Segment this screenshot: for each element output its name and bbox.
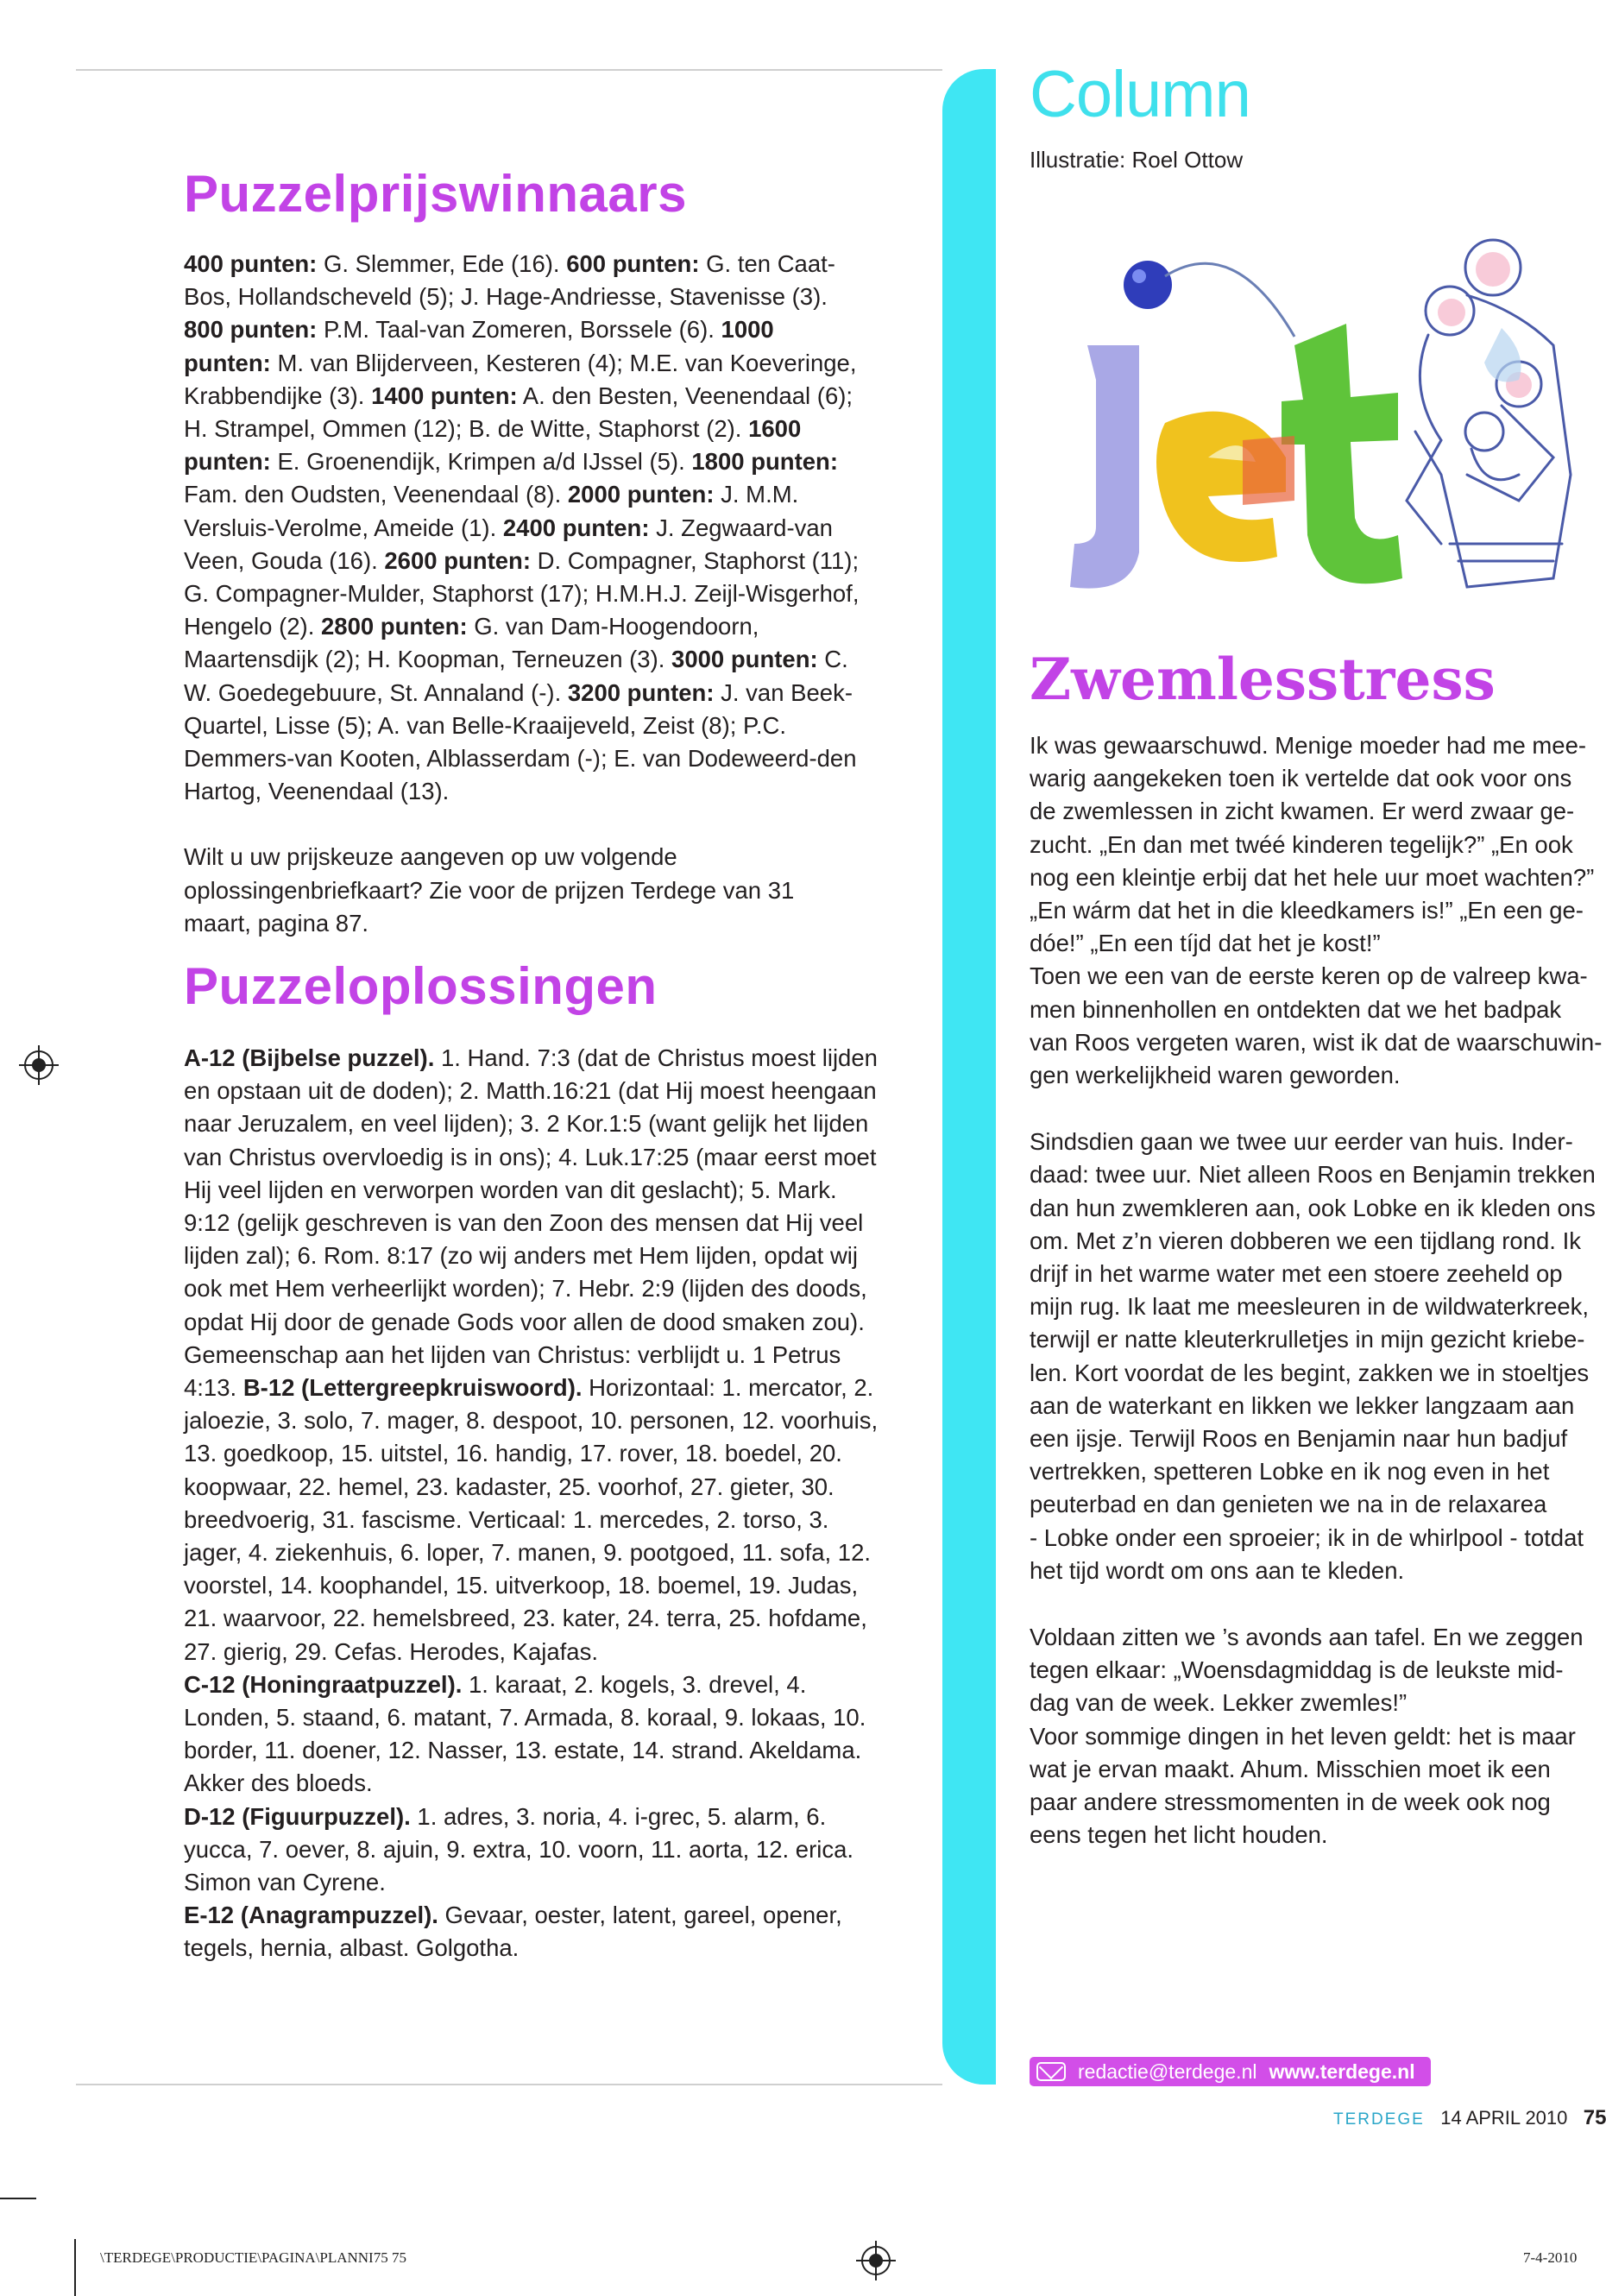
column-line: men binnenhollen en ontdekten dat we het badpak (1030, 995, 1562, 1023)
column-line: daad: twee uur. Niet alleen Roos en Benjamin trekken (1030, 1161, 1596, 1189)
column-paragraph (1030, 729, 1603, 1092)
column-line: paar andere stressmomenten in de week ook nog (1030, 1788, 1551, 1816)
website-link[interactable]: www.terdege.nl (1269, 2059, 1415, 2083)
top-rule (76, 69, 942, 71)
column-line: van Roos vergeten waren, wist ik dat de waarschuwin- (1030, 1028, 1603, 1056)
solutions-body-paragraph: A-12 (Bijbelse puzzel). 1. Hand. 7:3 (dat de Christus moest lijden en opstaan uit de doden); 2. Matth.16:21 (dat Hij moest heengaan naar Jeruzalem, en veel lijden); 3. 2 Kor.1:5 (want gelijk het lijden van Christus overvloedig is in ons); 4. Luk.17:25 (maar eerst moet Hij veel lijden en verworpen worden van dit geslacht); 5. Mark. 9:12 (gelijk geschreven is van den Zoon des mensen dat Hij veel lijden zal); 6. Rom. 8:17 (zo wij anders met Hem lijden, opdat wij ook met Hem verheerlijkt worden); 7. Hebr. 2:9 (lijden des doods, opdat Hij door de genade Gods voor allen de dood smaken zou). Gemeenschap aan het lijden van Christus: verblijdt u. 1 Petrus 4:13. B-12 (Lettergreepkruiswoord). Horizontaal: 1. mercator, 2. jaloezie, 3. solo, 7. mager, 8. despoot, 10. personen, 12. voorhuis, 13. goedkoop, 15. uitstel, 16. handig, 17. rover, 18. boedel, 20. koopwaar, 22. hemel, 23. kadaster, 25. voorhof, 27. gieter, 30. breedvoerig, 31. fascisme. Verticaal: 1. mercedes, 2. torso, 3. jager, 4. ziekenhuis, 6. loper, 7. manen, 9. pootgoed, 11. sofa, 12. voorstel, 14. koophandel, 15. uitverkoop, 18. boemel, 19. Judas, 21. waarvoor, 22. hemelsbreed, 23. kater, 24. terra, 25. hofdame, 27. gierig, 29. Cefas. Herodes, Kajafas. (184, 1044, 879, 1665)
column-line: om. Met z’n vieren dobberen we een tijdlang rond. Ik (1030, 1227, 1581, 1254)
solutions-body-paragraph: D-12 (Figuurpuzzel). 1. adres, 3. noria, 4. i-grec, 5. alarm, 6. yucca, 7. oever, 8. ajuin, 9. extra, 10. voorn, 11. aorta, 12. erica. Simon van Cyrene. (184, 1802, 854, 1896)
letter-j-shape (1070, 345, 1139, 589)
column-line: drijf in het warme water met een stoere zeeheld op (1030, 1260, 1563, 1288)
solutions-title: Puzzeloplossingen (184, 957, 658, 1015)
column-line: terwijl er natte kleuterkrulletjes in mijn gezicht kriebe- (1030, 1326, 1585, 1353)
column-line: zucht. „En dan met twéé kinderen tegelijk?” „En ook (1030, 830, 1573, 858)
winners-text (184, 248, 866, 940)
column-line: peuterbad en dan genieten we na in de relaxarea (1030, 1491, 1547, 1518)
column-line: gen werkelijkheid waren geworden. (1030, 1062, 1401, 1089)
solutions-body-paragraph: C-12 (Honingraatpuzzel). 1. karaat, 2. kogels, 3. drevel, 4. Londen, 5. staand, 6. matant, 7. Armada, 8. koraal, 9. lokaas, 10. border, 11. doener, 12. Nasser, 13. estate, 14. strand. Akeldama. Akker des bloeds. (184, 1670, 866, 1797)
column-line: Toen we een van de eerste keren op de valreep kwa- (1030, 962, 1588, 990)
bottom-rule (76, 2084, 942, 2085)
column-line: eens tegen het licht houden. (1030, 1821, 1328, 1849)
crop-mark-left (0, 2198, 36, 2199)
winners-body-paragraph: Wilt u uw prijskeuze aangeven op uw volgende oplossingenbriefkaart? Zie voor de prijzen Terdege van 31 maart, pagina 87. (184, 843, 795, 937)
column-line: Sindsdien gaan we twee uur eerder van huis. Inder- (1030, 1128, 1573, 1156)
crop-mark-bottom (74, 2239, 76, 2296)
footer-date: 14 APRIL 2010 (1440, 2107, 1568, 2129)
column-paragraph (1030, 1126, 1599, 1587)
column-line: dan hun zwemkleren aan, ook Lobke en ik kleden ons (1030, 1194, 1596, 1221)
column-line: dóe!” „En een tíjd dat het je kost!” (1030, 930, 1381, 957)
column-line: Ik was gewaarschuwd. Menige moeder had me mee- (1030, 732, 1587, 759)
registration-mark-bottom (861, 2246, 891, 2275)
column-line: vertrekken, spetteren Lobke en ik nog even in het (1030, 1458, 1550, 1485)
column-text (1030, 729, 1603, 1886)
winners-body-paragraph: 400 punten: G. Slemmer, Ede (16). 600 punten: G. ten Caat-Bos, Hollandscheveld (5); J. Hage-Andriesse, Stavenisse (3). 800 punten: P.M. Taal-van Zomeren, Borssele (6). 1000 punten: M. van Blijderveen, Kesteren (4); M.E. van Koeveringe, Krabbendijke (3). 1400 punten: A. den Besten, Veenendaal (6); H. Strampel, Ommen (12); B. de Witte, Staphorst (2). 1600 punten: E. Groenendijk, Krimpen a/d IJssel (5). 1800 punten: Fam. den Oudsten, Veenendaal (8). 2000 punten: J. M.M. Versluis-Verolme, Ameide (1). 2400 punten: J. Zegwaard-van Veen, Gouda (16). 2600 punten: D. Compagner, Staphorst (11); G. Compagner-Mulder, Staphorst (17); H.M.H.J. Zeijl-Wisgerhof, Hengelo (2). 2800 punten: G. van Dam-Hoogendoorn, Maartensdijk (2); H. Koopman, Terneuzen (3). 3000 punten: C. W. Goedegebuure, St. Annaland (-). 3200 punten: J. van Beek-Quartel, Lisse (5); A. van Belle-Kraaijeveld, Zeist (8); P.C. Demmers-van Kooten, Alblasserdam (-); E. van Dodeweerd-den Hartog, Veenendaal (13). (184, 250, 860, 805)
solutions-text (184, 1042, 879, 1965)
letter-t-shape (1282, 324, 1402, 583)
column-label: Column (1030, 58, 1250, 131)
column-title: Zwemlesstress (1030, 646, 1496, 713)
email-link[interactable]: redactie@terdege.nl (1078, 2059, 1257, 2083)
footer-brand: TERDEGE (1333, 2110, 1425, 2129)
page-footer (1333, 2106, 1606, 2130)
column-line: dag van de week. Lekker zwemles!” (1030, 1689, 1408, 1717)
column-accent-bar (942, 69, 996, 2085)
ball-icon (1124, 261, 1172, 309)
column-line: mijn rug. Ik laat me meesleuren in de wildwaterkreek, (1030, 1293, 1590, 1321)
mail-icon (1036, 2062, 1066, 2081)
column-line: tegen elkaar: „Woensdagmiddag is de leukste mid- (1030, 1656, 1564, 1684)
page-number: 75 (1583, 2106, 1606, 2129)
winners-title: Puzzelprijswinnaars (184, 165, 688, 223)
slug-path: \TERDEGE\PRODUCTIE\PAGINA\PLANNI75 75 (100, 2249, 406, 2266)
column-paragraph (1030, 1621, 1599, 1851)
column-line: Voor sommige dingen in het leven geldt: het is maar (1030, 1722, 1576, 1750)
column-line: de zwemlessen in zicht kwamen. Er werd zwaar ge- (1030, 798, 1575, 825)
jet-illustration (1036, 216, 1588, 613)
column-line: aan de waterkant en likken we lekker langzaam aan (1030, 1391, 1575, 1419)
column-line: nog een kleintje erbij dat het hele uur moet wachten?” (1030, 863, 1595, 891)
column-line: wat je ervan maakt. Ahum. Misschien moet ik een (1030, 1755, 1551, 1782)
contact-bar (1030, 2057, 1431, 2086)
illustration-credit: Illustratie: Roel Ottow (1030, 147, 1244, 173)
column-line: Voldaan zitten we ’s avonds aan tafel. En we zeggen (1030, 1624, 1584, 1651)
slug-date: 7-4-2010 (1523, 2249, 1578, 2266)
column-line: warig aangekeken toen ik vertelde dat ook voor ons (1030, 765, 1572, 792)
column-line: „En wárm dat het in die kleedkamers is!” „En een ge- (1030, 897, 1584, 924)
registration-mark-left (24, 1050, 54, 1080)
column-line: het tijd wordt om ons aan te kleden. (1030, 1556, 1405, 1584)
column-line: een ijsje. Terwijl Roos en Benjamin naar hun badjuf (1030, 1425, 1568, 1453)
family-sketch (1407, 240, 1571, 587)
logo-text (0, 0, 1, 1)
column-line: - Lobke onder een sproeier; ik in de whirlpool - totdat (1030, 1523, 1584, 1551)
column-line: len. Kort voordat de les begint, zakken we in stoeltjes (1030, 1359, 1590, 1386)
solutions-body-paragraph: E-12 (Anagrampuzzel). Gevaar, oester, latent, gareel, opener, tegels, hernia, albast. Golgotha. (184, 1902, 842, 1962)
